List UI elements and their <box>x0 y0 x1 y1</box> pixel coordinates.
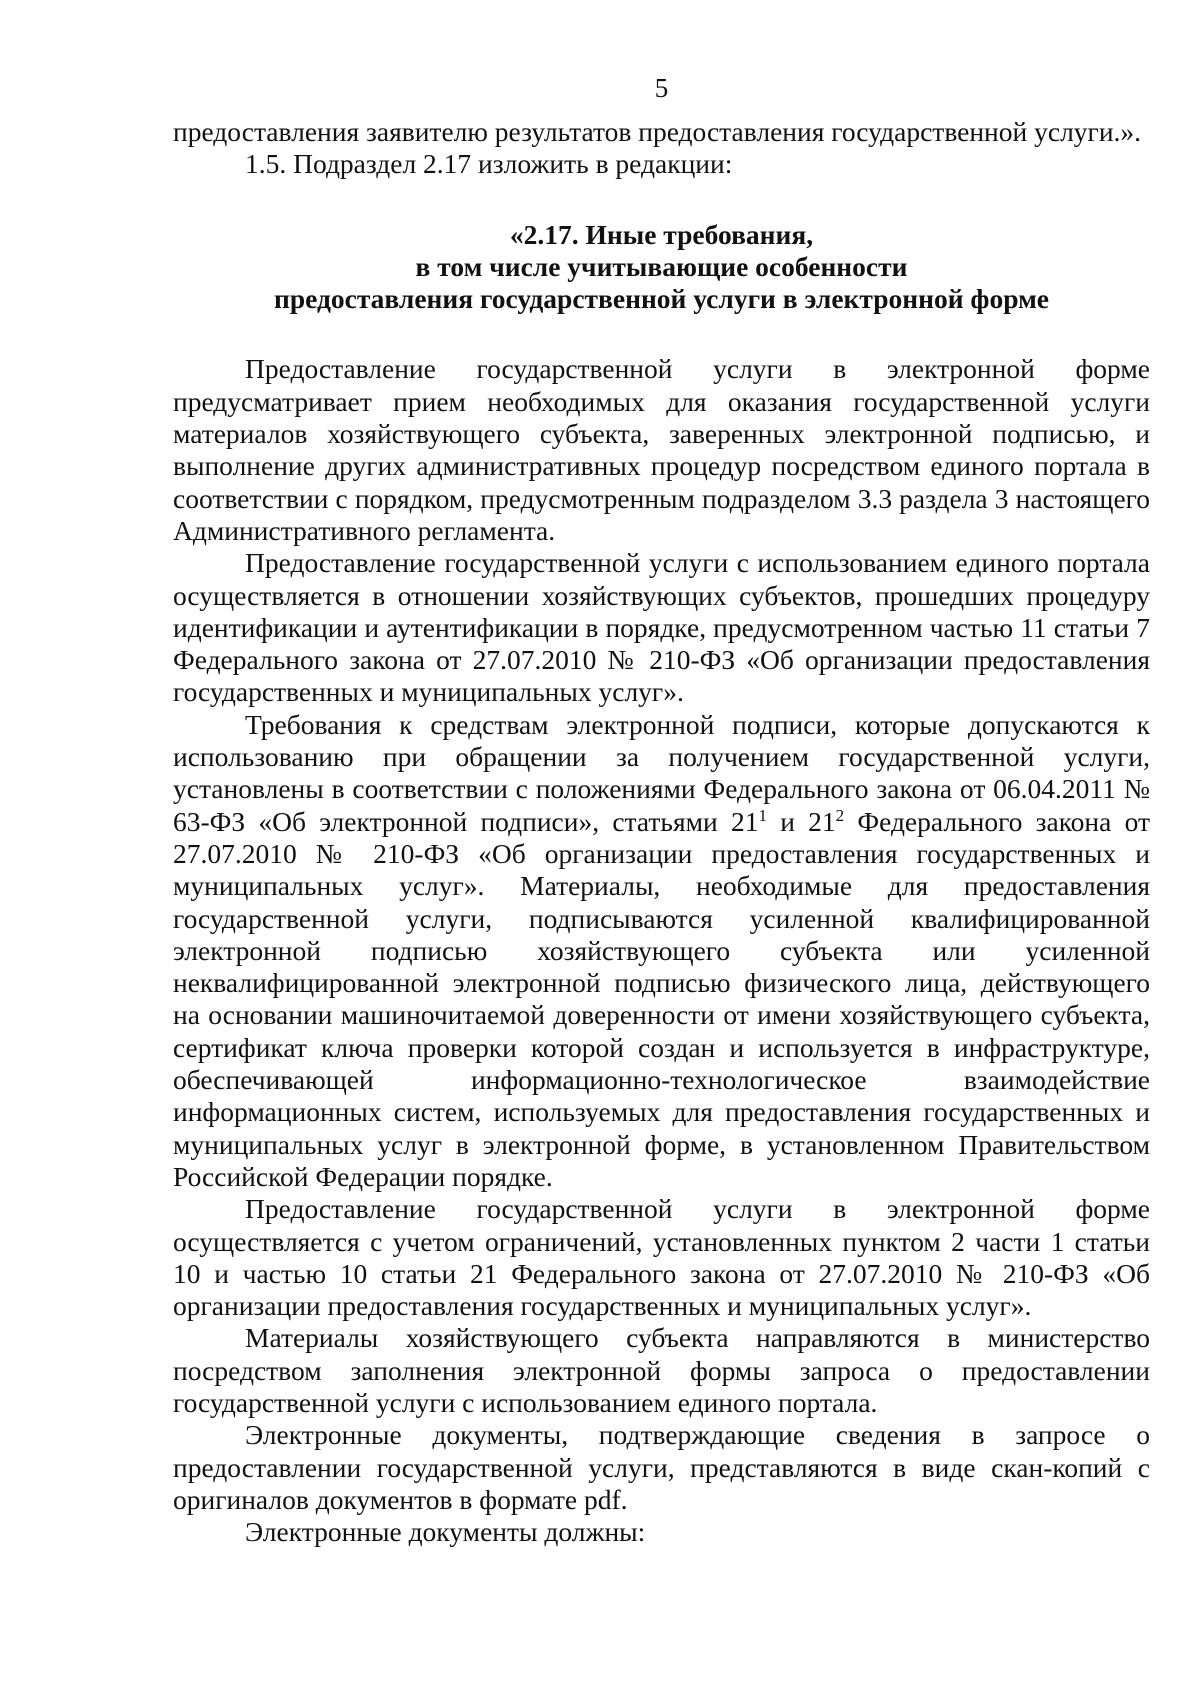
signature-text-part-2: и 21 <box>766 805 836 837</box>
paragraph-portal-usage: Предоставление государственной услуги с использованием единого портала осуществляется в отношении хозяйствующих субъектов, прошедших процедуру идентификации и аутентификации в порядке, предусмотренном частью 11 статьи 7 Федерального закона от 27.07.2010 № 210-ФЗ «Об организации предоставления государственных и муниципальных услуг». <box>173 547 1150 708</box>
page-number: 5 <box>654 73 669 103</box>
paragraph-materials-submission: Материалы хозяйствующего субъекта направляются в министерство посредством заполнения электронной формы запроса о предоставлении государственной услуги с использованием единого портала. <box>173 1322 1150 1418</box>
section-heading-line-3: предоставления государственной услуги в электронной форме <box>273 283 1050 315</box>
signature-text-part-3: Федерального закона от 27.07.2010 № 210-ФЗ «Об организации предоставления государственных и муниципальных услуг». Материалы, необходимые для предоставления государственной услуги, подписываются усиленной квалифицированной электронной подписью хозяйствующего субъекта или усиленной неквалифицированной электронной подписью физического лица, действующего на основании машиночитаемой доверенности от имени хозяйствующего субъекта, сертификат ключа проверки которой создан и используется в инфраструктуре, обеспечивающей информационно-технологическое взаимодействие информационных систем, используемых для предоставления государственных и муниципальных услуг в электронной форме, в установленном Правительством Российской Федерации порядке. <box>173 805 1150 1192</box>
superscript-2: 2 <box>835 805 845 825</box>
superscript-1: 1 <box>758 805 767 825</box>
section-heading-line-2: в том числе учитывающие особенности <box>415 250 908 282</box>
paragraph-signature-requirements <box>173 709 1150 1193</box>
paragraph-electronic-documents: Электронные документы, подтверждающие сведения в запросе о предоставлении государственной услуги, представляются в виде скан-копий с оригиналов документов в формате pdf. <box>173 1419 1150 1515</box>
paragraph-continuation: предоставления заявителю результатов предоставления государственной услуги.». <box>173 116 1142 147</box>
document-body <box>173 116 1150 1548</box>
signature-text-part-1: Требования к средствам электронной подписи, которые допускаются к использованию при обращении за получением государственной услуги, установлены в соответствии с положениями Федерального закона от 06.04.2011 № 63-ФЗ «Об электронной подписи», статьями 21 <box>173 708 1150 837</box>
paragraph-amendment-intro: 1.5. Подраздел 2.17 изложить в редакции: <box>245 148 733 180</box>
paragraph-electronic-form: Предоставление государственной услуги в электронной форме предусматривает прием необходимых для оказания государственной услуги материалов хозяйствующего субъекта, заверенных электронной подписью, и выполнение других административных процедур посредством единого портала в соответствии с порядком, предусмотренным подразделом 3.3 раздела 3 настоящего Административного регламента. <box>173 353 1150 546</box>
paragraph-restrictions: Предоставление государственной услуги в электронной форме осуществляется с учетом ограничений, установленных пунктом 2 части 1 статьи 10 и частью 10 статьи 21 Федерального закона от 27.07.2010 № 210-ФЗ «Об организации предоставления государственных и муниципальных услуг». <box>173 1193 1150 1322</box>
paragraph-documents-must: Электронные документы должны: <box>245 1516 646 1548</box>
section-heading-line-1: «2.17. Иные требования, <box>509 218 814 250</box>
section-heading <box>173 219 1150 316</box>
